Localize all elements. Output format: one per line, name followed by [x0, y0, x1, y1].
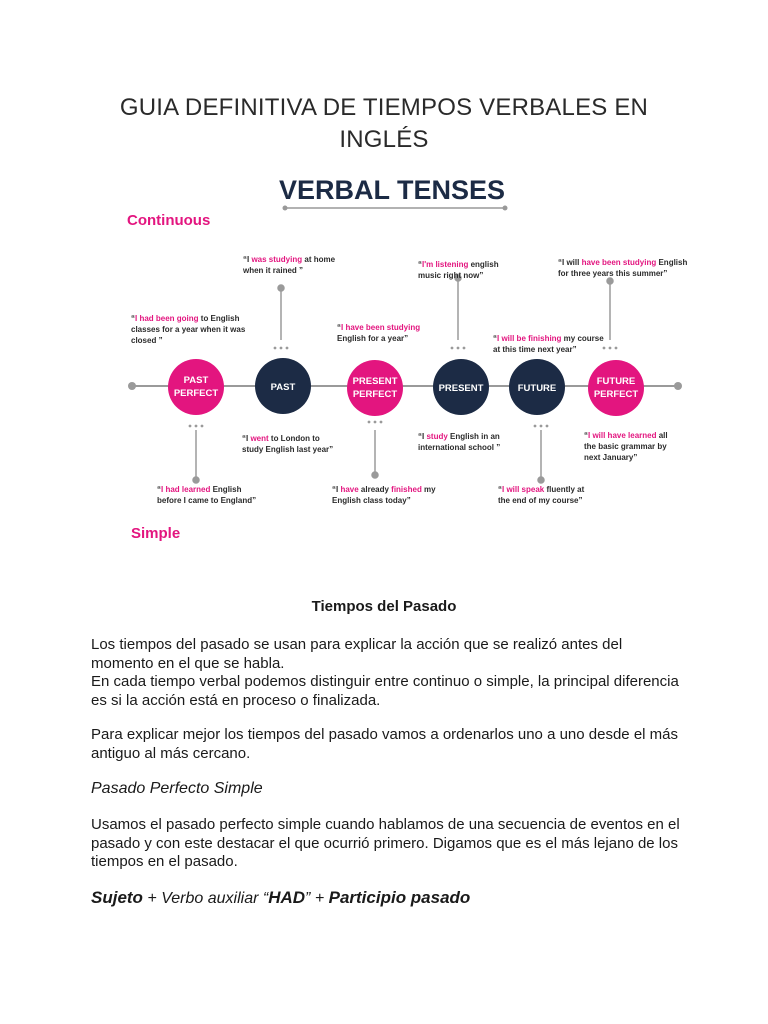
formula-aux: Verbo auxiliar “: [161, 890, 269, 907]
paragraph-usage: [91, 816, 681, 872]
svg-text:PERFECT: PERFECT: [352, 389, 398, 400]
underline-dot-right: [503, 206, 508, 211]
formula-plus: +: [142, 890, 162, 907]
simple-label: Simple: [131, 525, 181, 542]
annotation-future-simple: “I will speak fluently at the end of my course”: [498, 485, 585, 505]
node-future: [509, 359, 565, 415]
annotation-present-continuous: “I'm listening english music right now”: [418, 260, 499, 280]
node-past-perfect: [168, 359, 224, 415]
svg-text:PERFECT: PERFECT: [593, 389, 639, 400]
formula-had: HAD: [268, 888, 306, 907]
annotation-past-perfect-simple: “I had learned English before I came to England”: [157, 485, 257, 505]
node-future-perfect: [588, 360, 644, 416]
paragraph-intro-line2: En cada tiempo verbal podemos distinguir entre continuo o simple, la principal diferencia es si la acción está en proceso o finalizada.: [91, 673, 679, 709]
grammar-formula: [91, 888, 470, 908]
paragraph-order: [91, 726, 681, 763]
timeline-end-left: [128, 382, 136, 390]
formula-subject: Sujeto: [91, 888, 143, 907]
figure-heading: VERBAL TENSES: [278, 175, 506, 205]
formula-plus-2: +: [310, 890, 329, 907]
svg-text:FUTURE: FUTURE: [596, 376, 636, 387]
svg-text:PAST: PAST: [183, 375, 209, 386]
paragraph-intro: [91, 636, 681, 710]
annotation-past-continuous: “I was studying at home when it rained ”: [243, 255, 336, 275]
upper-connectors: [278, 275, 613, 340]
svg-text:PRESENT: PRESENT: [352, 376, 398, 387]
svg-text:PERFECT: PERFECT: [173, 388, 219, 399]
verbal-tenses-figure: [115, 168, 695, 558]
continuous-label: Continuous: [127, 212, 211, 229]
svg-text:PAST: PAST: [270, 382, 296, 393]
subheading-pasado-perfecto-simple: Pasado Perfecto Simple: [91, 780, 263, 797]
underline-dot-left: [283, 206, 288, 211]
annotation-present-perfect-simple: “I have already finished my English class today”: [332, 485, 436, 505]
annotation-future-perfect-continuous: “I will have been studying English for three years this summer”: [558, 258, 688, 278]
annotation-present-perfect-continuous: “I have been studying English for a year”: [337, 323, 421, 343]
svg-text:PRESENT: PRESENT: [438, 383, 484, 394]
paragraph-usage-text: Usamos el pasado perfecto simple cuando hablamos de una secuencia de eventos en el pasado y con este destacar el que ocurrió primero. Digamos que es el más lejano de los tiempos en el pasado.: [91, 816, 680, 870]
node-past: [255, 358, 311, 414]
timeline-end-right: [674, 382, 682, 390]
section-heading: Tiempos del Pasado: [311, 598, 457, 615]
annotation-future-continuous: “I will be finishing my course at this time next year”: [493, 334, 604, 354]
node-present: [433, 359, 489, 415]
formula-participle: Participio pasado: [328, 888, 471, 907]
annotation-future-perfect-simple: “I will have learned all the basic grammar by next January”: [584, 431, 668, 462]
annotation-present-simple: “I study English in an international school ”: [418, 432, 501, 452]
document-title: GUIA DEFINITIVA DE TIEMPOS VERBALES EN INGLÉS: [119, 94, 649, 153]
paragraph-intro-line1: Los tiempos del pasado se usan para explicar la acción que se realizó antes del momento en el que se habla.: [91, 636, 623, 672]
paragraph-order-text: Para explicar mejor los tiempos del pasado vamos a ordenarlos uno a uno desde el más antiguo al más cercano.: [91, 726, 678, 762]
svg-text:FUTURE: FUTURE: [517, 383, 557, 394]
annotation-past-perfect-continuous: “I had been going to English classes for a year when it was closed ”: [131, 314, 246, 345]
formula-quote: ”: [305, 890, 311, 907]
annotation-past-simple: “I went to London to study English last year”: [242, 434, 334, 454]
node-present-perfect: [347, 360, 403, 416]
